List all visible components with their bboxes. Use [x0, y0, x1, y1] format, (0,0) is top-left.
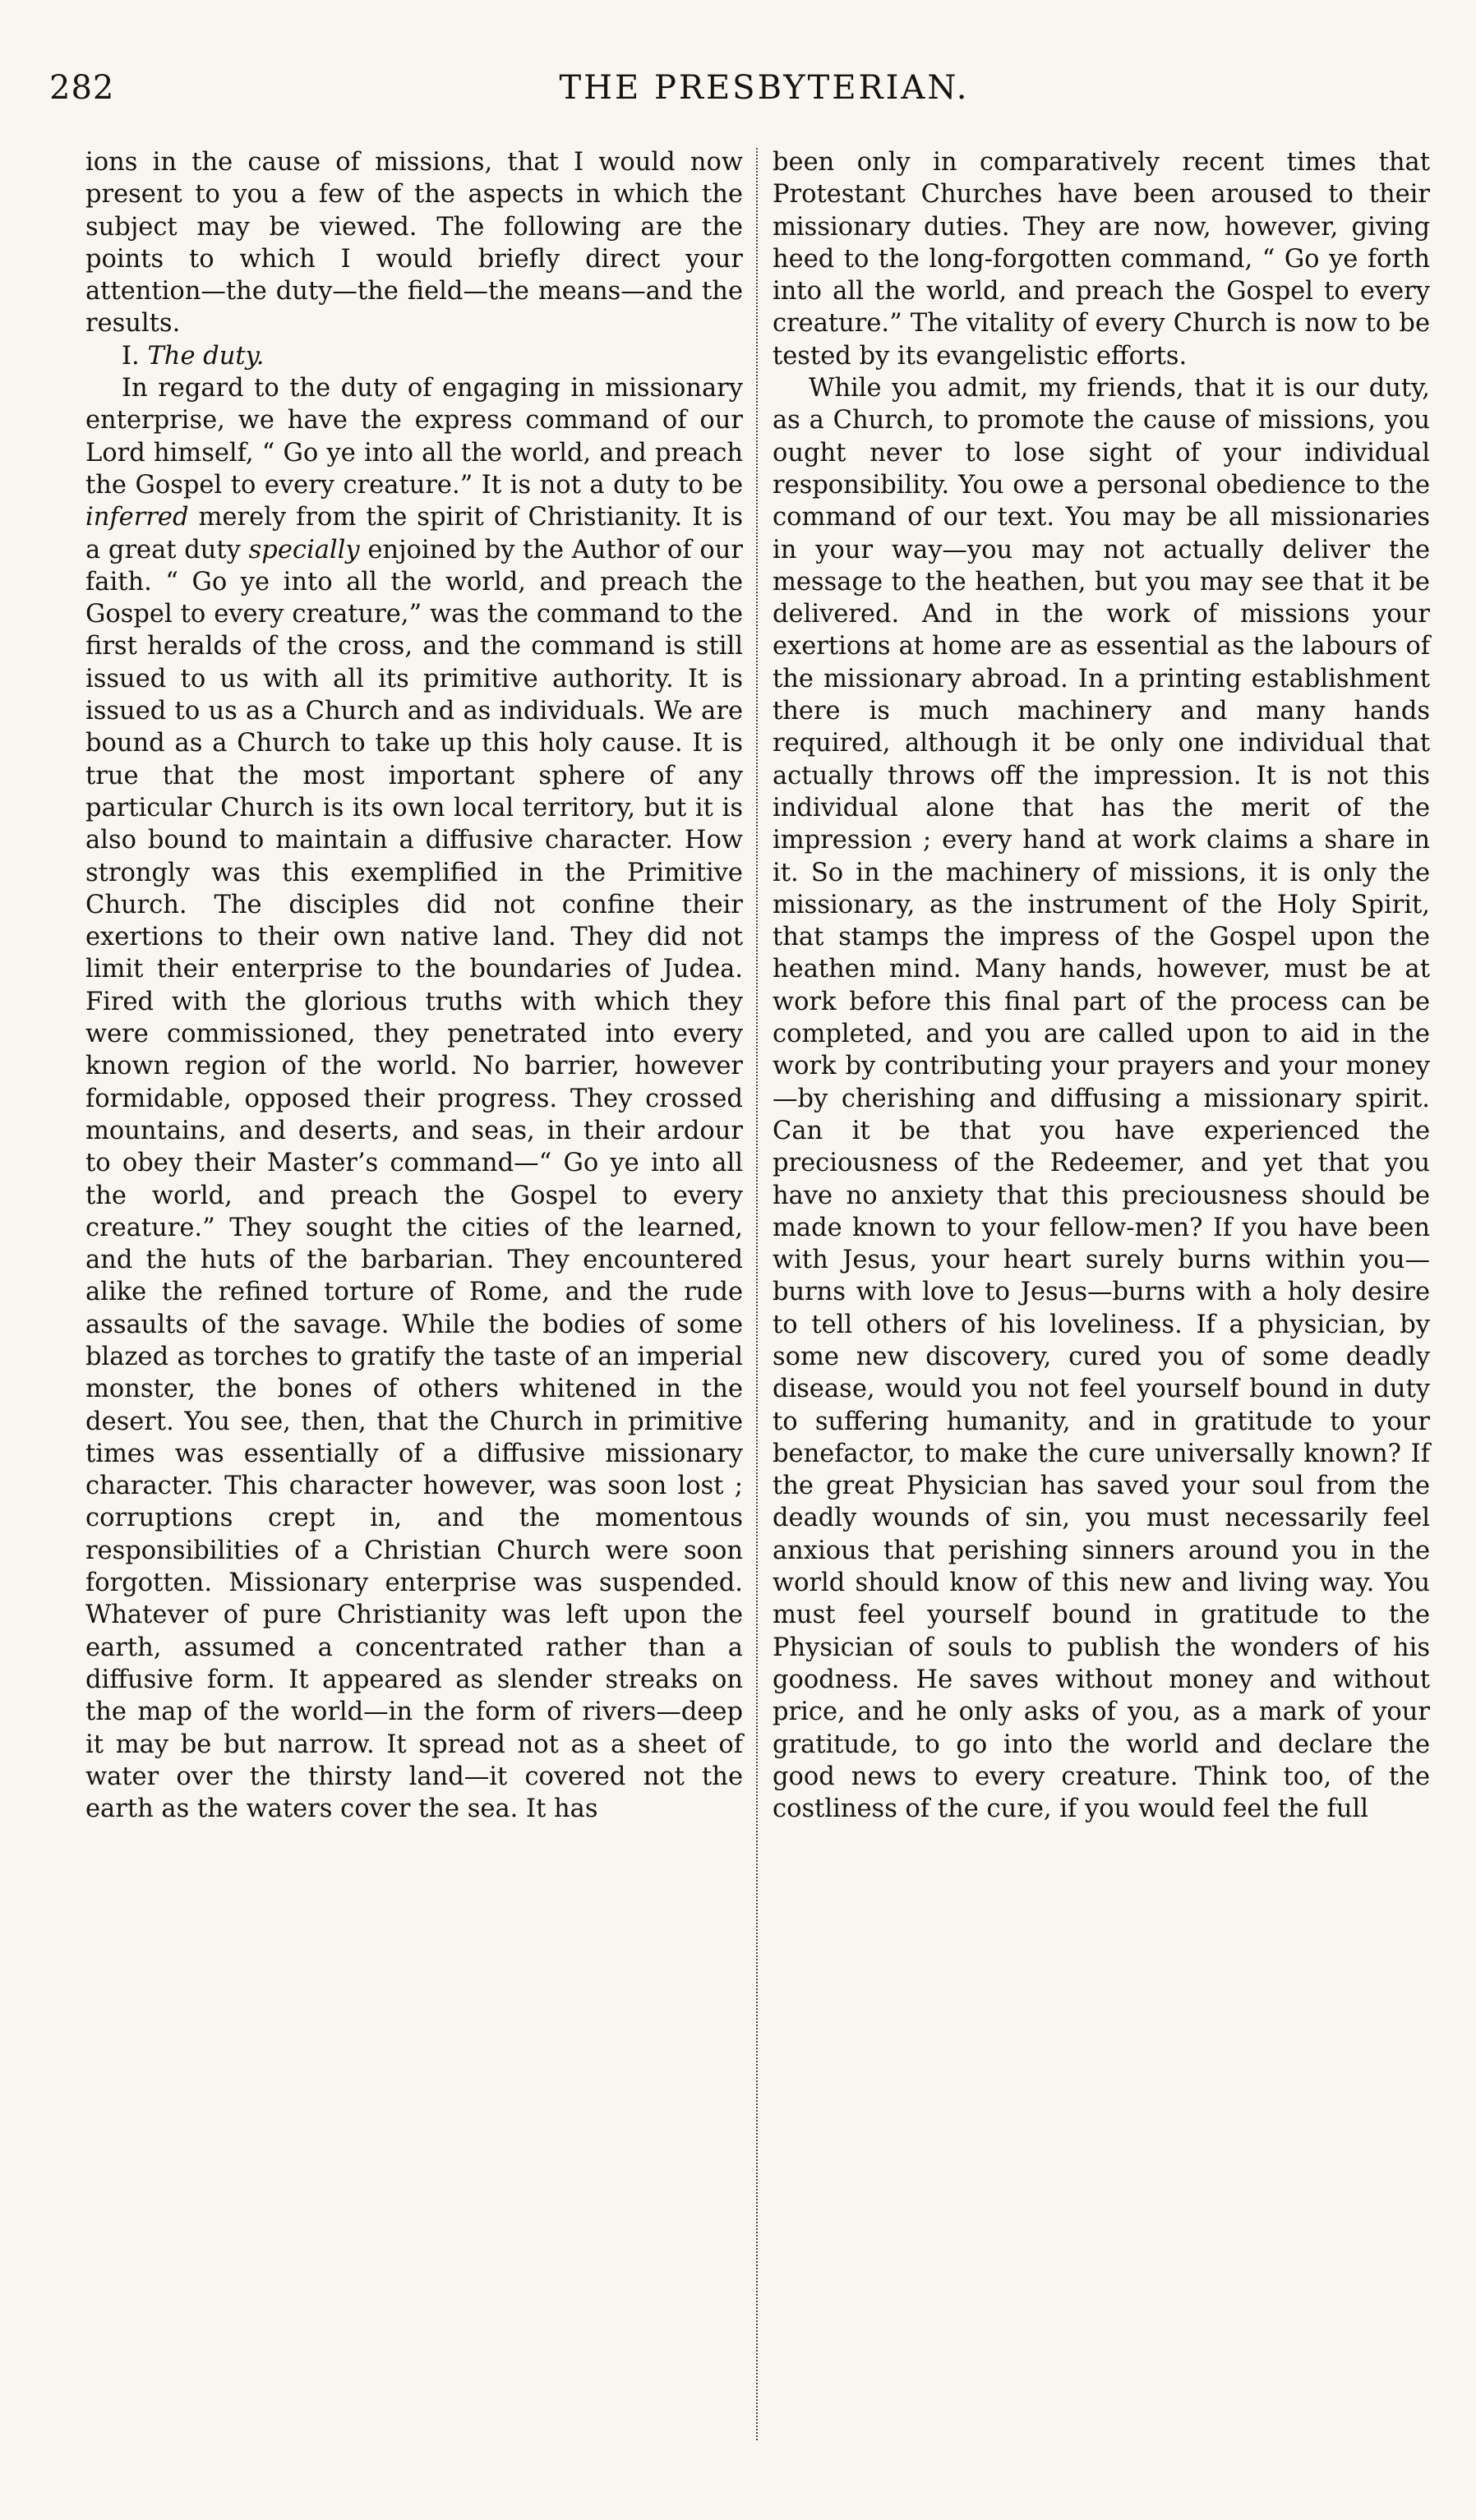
left-paragraph-2-part-c: enjoined by the Author of our faith. “ Go ye into all the world, and preach the Gospel to every creature,” was the command to the first heralds of the cross, and the command is still issued to us with all its primitive authority. It is issued to us as a Church and as individuals. We are bound as a Church to take up this holy cause. It is true that the most important sphere of any particular Church is its own local territory, but it is also bound to maintain a diffusive character. How strongly was this exemplified in the Primitive Church. The disciples did not confine their exertions to their own native land. They did not limit their enterprise to the boundaries of Judea. Fired with the glorious truths with which they were commissioned, they penetrated into every known region of the world. No barrier, however formidable, opposed their progress. They crossed mountains, and deserts, and seas, in their ardour to obey their Master’s command—“ Go ye into all the world, and preach the Gospel to every creature.” They sought the cities of the learned, and the huts of the barbarian. They encountered alike the refined torture of Rome, and the rude assaults of the savage. While the bodies of some blazed as torches to gratify the taste of an imperial monster, the bones of others whitened in the desert. You see, then, that the Church in primitive times was essentially of a diffusive missionary character. This character however, was soon lost ; corruptions crept in, and the momentous responsibilities of a Christian Church were soon forgotten. Missionary enterprise was suspended. Whatever of pure Christianity was left upon the earth, assumed a concentrated rather than a diffusive form. It appeared as slender streaks on the map of the world—in the form of rivers—deep it may be but narrow. It spread not as a sheet of water over the thirsty land—it covered not the earth as the waters cover the sea. It has — [85, 535, 743, 1824]
left-paragraph-2-part-a: In regard to the duty of engaging in missionary enterprise, we have the express command of our Lord himself, “ Go ye into all the world, and preach the Gospel to every creature.” It is not a duty to be — [85, 374, 743, 500]
right-paragraph-1: been only in comparatively recent times that Protestant Churches have been aroused to their missionary duties. They are now, however, giving heed to the long-forgotten command, “ Go ye forth into all the world, and preach the Gospel to every creature.” The vitality of every Church is now to be tested by its evangelistic efforts. — [773, 148, 1430, 371]
left-paragraph-2-part-b: merely from the spirit of Christianity. It is a great duty — [85, 503, 743, 564]
page-number: 282 — [49, 69, 115, 107]
left-paragraph-2 — [85, 372, 743, 1825]
column-divider — [756, 148, 758, 2440]
section-heading-number: I. — [122, 341, 148, 371]
left-paragraph-2-emphasis-1: inferred — [85, 503, 189, 532]
page-header — [49, 69, 1430, 118]
right-paragraph-2: While you admit, my friends, that it is our duty, as a Church, to promote the cause of missions, you ought never to lose sight of your individual responsibility. You owe a personal obedience to the command of our text. You may be all missionaries in your way—you may not actually deliver the message to the heathen, but you may see that it be delivered. And in the work of missions your exertions at home are as essential as the labours of the missionary abroad. In a printing establishment there is much machinery and many hands required, although it be only one individual that actually throws off the impression. It is not this individual alone that has the merit of the impression ; every hand at work claims a share in it. So in the machinery of missions, it is only the missionary, as the instrument of the Holy Spirit, that stamps the impress of the Gospel upon the heathen mind. Many hands, however, must be at work before this final part of the process can be completed, and you are called upon to aid in the work by contributing your prayers and your money—by cherishing and diffusing a missionary spirit. Can it be that you have experienced the preciousness of the Redeemer, and yet that you have no anxiety that this preciousness should be made known to your fellow-men? If you have been with Jesus, your heart surely burns within you—burns with love to Jesus—burns with a holy desire to tell others of his loveliness. If a physician, by some new discovery, cured you of some deadly disease, would you not feel yourself bound in duty to suffering humanity, and in gratitude to your benefactor, to make the cure universally known? If the great Physician has saved your soul from the deadly wounds of sin, you must necessarily feel anxious that perishing sinners around you in the world should know of this new and living way. You must feel yourself bound in gratitude to the Physician of souls to publish the wonders of his goodness. He saves without money and without price, and he only asks of you, as a mark of your gratitude, to go into the world and declare the good news to every creature. Think too, of the costliness of the cure, if you would feel the full — [773, 374, 1430, 1824]
left-column — [85, 146, 743, 1825]
left-paragraph-2-emphasis-2: specially — [248, 535, 360, 564]
running-title: THE PRESBYTERIAN. — [559, 69, 970, 107]
left-paragraph-1: ions in the cause of missions, that I would now present to you a few of the aspects in which the subject may be viewed. The following are the points to which I would briefly direct your attention—the duty—the field—the means—and the results. — [85, 148, 743, 339]
right-column — [773, 146, 1430, 1825]
section-heading-text: The duty. — [147, 341, 265, 371]
section-heading — [85, 340, 743, 372]
